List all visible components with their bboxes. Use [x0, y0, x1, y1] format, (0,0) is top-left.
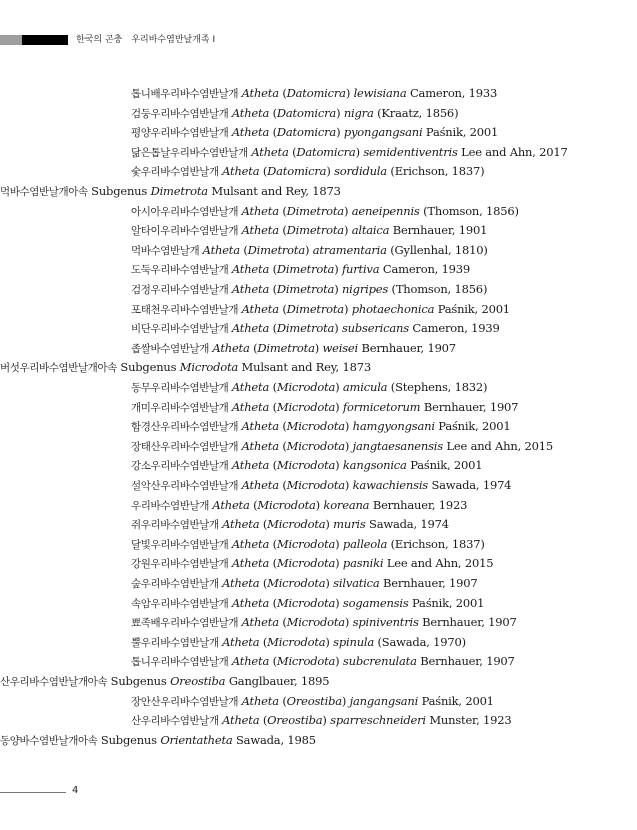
header-black-bar: [22, 35, 68, 45]
genus-name: Atheta: [222, 517, 260, 532]
species-epithet: formicetorum: [342, 399, 421, 414]
species-epithet: spinula: [333, 634, 375, 649]
korean-name: 톱니우리바수염반날개: [131, 656, 229, 669]
subgenus-name: Datomicra: [276, 105, 337, 120]
author-citation: Ganglbauer, 1895: [228, 674, 330, 688]
subgenus-name: Microdota: [276, 399, 336, 414]
subgenus-name: Microdota: [286, 438, 345, 453]
subgenus-name: Microdota: [276, 556, 336, 571]
species-entry: 아시아우리바수염반날개 Atheta (Dimetrota) aeneipennis (Thomson, 1856): [131, 203, 519, 218]
korean-name: 평양우리바수염반날개: [131, 127, 229, 140]
genus-name: Atheta: [231, 595, 270, 610]
species-entry: 속암우리바수염반날개 Atheta (Microdota) sogamensis Paśnik, 2001: [131, 595, 485, 610]
species-epithet: nigra: [343, 105, 374, 120]
subgenus-name: Microdota: [267, 576, 326, 590]
genus-name: Atheta: [222, 576, 260, 590]
species-entry: 비단우리바수염반날개 Atheta (Dimetrota) subsericans Cameron, 1939: [131, 321, 500, 336]
species-epithet: sparreschneideri: [330, 713, 426, 728]
author-citation: Erichson, 1837: [394, 164, 481, 179]
subgenus-name: Microdota: [276, 458, 336, 473]
korean-name: 먹바수염반날개아속: [0, 186, 88, 198]
species-epithet: lewisiana: [353, 86, 407, 100]
subgenus-prefix: Subgenus: [120, 360, 177, 375]
subgenus-name: Datomicra: [267, 164, 327, 179]
species-entry: 평양우리바수염반날개 Atheta (Datomicra) pyongangsani Paśnik, 2001: [131, 125, 499, 140]
genus-name: Atheta: [231, 380, 270, 394]
species-entry: 좁쌀바수염반날개 Atheta (Dimetrota) weisei Bernhauer, 1907: [131, 340, 456, 355]
species-epithet: aeneipennis: [351, 203, 420, 218]
author-citation: Mulsant and Rey, 1873: [211, 184, 341, 198]
author-citation: Paśnik, 2001: [438, 419, 511, 434]
author-citation: Gyllenhal, 1810: [394, 242, 484, 257]
subgenus-name: Oreostiba: [267, 713, 323, 728]
subgenus-name: Microdota: [276, 595, 336, 610]
genus-name: Atheta: [231, 321, 270, 336]
korean-name: 알타이우리바수염반날개: [131, 225, 239, 238]
subgenus-name: Microdota: [179, 360, 239, 375]
species-epithet: spiniventris: [352, 615, 419, 630]
species-epithet: sordidula: [334, 164, 387, 179]
author-citation: Kraatz, 1856: [381, 105, 455, 120]
korean-name: 동무우리바수염반날개: [131, 382, 229, 394]
species-entry: 포태천우리바수염반날개 Atheta (Dimetrota) photaechonica Paśnik, 2001: [131, 301, 510, 316]
author-citation: Bernhauer, 1907: [422, 615, 517, 630]
header-gray-bar: [0, 35, 22, 45]
subgenus-name: Microdota: [286, 615, 345, 630]
species-entry: 달빛우리바수염반날개 Atheta (Microdota) palleola (Erichson, 1837): [131, 536, 485, 551]
species-entry: 검정우리바수염반날개 Atheta (Dimetrota) nigripes (Thomson, 1856): [131, 282, 488, 296]
korean-name: 도둑우리바수염반날개: [131, 264, 229, 277]
species-entry: 함경산우리바수염반날개 Atheta (Microdota) hamgyongsani Paśnik, 2001: [131, 419, 511, 434]
korean-name: 숯우리바수염반날개: [131, 166, 219, 179]
species-entry: 개미우리바수염반날개 Atheta (Microdota) formicetorum Bernhauer, 1907: [131, 399, 519, 414]
genus-name: Atheta: [202, 242, 240, 257]
subgenus-name: Dimetrota: [286, 223, 344, 238]
genus-name: Atheta: [231, 262, 270, 277]
species-epithet: jangtaesanensis: [352, 438, 443, 453]
species-entry: 강소우리바수염반날개 Atheta (Microdota) kangsonica Paśnik, 2001: [131, 458, 483, 473]
genus-name: Atheta: [241, 223, 279, 238]
korean-name: 달빛우리바수염반날개: [131, 538, 229, 551]
species-entry: 먹바수염반날개 Atheta (Dimetrota) atramentaria (Gyllenhal, 1810): [131, 242, 488, 257]
genus-name: Atheta: [241, 419, 279, 434]
subgenus-name: Microdota: [286, 478, 345, 492]
subgenus-name: Microdota: [267, 517, 326, 532]
korean-name: 검둥우리바수염반날개: [131, 107, 229, 120]
author-citation: Lee and Ahn, 2015: [386, 556, 494, 571]
author-citation: Sawada, 1970: [381, 634, 462, 649]
subgenus-name: Dimetrota: [276, 282, 335, 296]
subgenus-name: Dimetrota: [276, 321, 335, 336]
species-entry: 뿔우리바수염반날개 Atheta (Microdota) spinula (Sawada, 1970): [131, 634, 466, 649]
korean-name: 좁쌀바수염반날개: [131, 342, 209, 355]
genus-name: Atheta: [222, 713, 260, 728]
subgenus-prefix: Subgenus: [91, 184, 148, 198]
subgenus-name: Dimetrota: [286, 301, 344, 316]
species-epithet: subsericans: [341, 321, 409, 336]
subgenus-name: Dimetrota: [276, 262, 335, 277]
author-citation: Bernhauer, 1907: [383, 576, 478, 590]
author-citation: Bernhauer, 1907: [423, 399, 519, 414]
species-epithet: muris: [333, 517, 366, 532]
subgenus-heading: [0, 674, 329, 689]
genus-name: Atheta: [231, 536, 270, 551]
korean-name: 속암우리바수염반날개: [131, 597, 229, 610]
korean-name: 함경산우리바수염반날개: [131, 421, 239, 434]
subgenus-heading: [0, 184, 341, 199]
subgenus-name: Oreostiba: [286, 693, 342, 708]
genus-name: Atheta: [212, 497, 250, 512]
subgenus-name: Microdota: [276, 536, 336, 551]
author-citation: Sawada, 1974: [369, 517, 449, 532]
korean-name: 뿔우리바수염반날개: [131, 636, 219, 649]
species-epithet: pyongangsani: [343, 125, 423, 140]
subgenus-name: Dimetrota: [247, 242, 305, 257]
species-epithet: amicula: [342, 380, 388, 394]
genus-name: Atheta: [222, 164, 260, 179]
author-citation: Bernhauer, 1901: [392, 223, 488, 238]
subgenus-name: Orientatheta: [160, 732, 233, 747]
korean-name: 개미우리바수염반날개: [131, 401, 229, 414]
korean-name: 쥐우리바수염반날개: [131, 519, 219, 532]
subgenus-prefix: Subgenus: [100, 732, 157, 747]
author-citation: Paśnik, 2001: [410, 458, 483, 473]
subgenus-name: Dimetrota: [257, 340, 315, 355]
genus-name: Atheta: [231, 105, 270, 120]
author-citation: Paśnik, 2001: [412, 595, 485, 610]
species-entry: 알타이우리바수염반날개 Atheta (Dimetrota) altaica Bernhauer, 1901: [131, 223, 488, 238]
author-citation: Cameron, 1939: [412, 321, 500, 336]
genus-name: Atheta: [231, 282, 270, 296]
genus-name: Atheta: [241, 478, 279, 492]
korean-name: 닮은톱날우리바수염반날개: [131, 146, 248, 159]
species-epithet: photaechonica: [351, 301, 435, 316]
korean-name: 숲우리바수염반날개: [131, 578, 219, 590]
volume-title: 우리바수염반날개족 I: [131, 35, 216, 45]
genus-name: Atheta: [241, 693, 279, 708]
korean-name: 비단우리바수염반날개: [131, 323, 229, 336]
genus-name: Atheta: [231, 556, 270, 571]
genus-name: Atheta: [222, 634, 260, 649]
species-epithet: kawachiensis: [352, 478, 428, 492]
korean-name: 톱니배우리바수염반날개: [131, 88, 239, 100]
genus-name: Atheta: [231, 399, 270, 414]
species-entry: 장안산우리바수염반날개 Atheta (Oreostiba) jangangsani Paśnik, 2001: [131, 693, 494, 708]
korean-name: 먹바수염반날개: [131, 244, 200, 257]
species-epithet: koreana: [323, 497, 370, 512]
species-epithet: silvatica: [333, 576, 380, 590]
species-epithet: jangangsani: [349, 693, 419, 708]
book-title: 한국의 곤충: [76, 35, 123, 45]
species-epithet: pasniki: [342, 556, 384, 571]
genus-name: Atheta: [241, 301, 279, 316]
genus-name: Atheta: [212, 340, 250, 355]
author-citation: Paśnik, 2001: [437, 301, 510, 316]
subgenus-name: Dimetrota: [150, 184, 208, 198]
species-entry: 숲우리바수염반날개 Atheta (Microdota) silvatica Bernhauer, 1907: [131, 576, 478, 590]
subgenus-name: Datomicra: [276, 125, 337, 140]
author-citation: Munster, 1923: [429, 713, 512, 728]
subgenus-name: Microdota: [257, 497, 316, 512]
species-epithet: palleola: [342, 536, 388, 551]
korean-name: 강소우리바수염반날개: [131, 460, 229, 473]
species-entry: 쥐우리바수염반날개 Atheta (Microdota) muris Sawada, 1974: [131, 517, 449, 532]
species-entry: 설악산우리바수염반날개 Atheta (Microdota) kawachiensis Sawada, 1974: [131, 478, 512, 492]
subgenus-name: Microdota: [267, 634, 326, 649]
author-citation: Thomson, 1856: [395, 282, 483, 296]
author-citation: Paśnik, 2001: [421, 693, 494, 708]
species-epithet: furtiva: [341, 262, 380, 277]
species-epithet: kangsonica: [342, 458, 407, 473]
species-entry: 숯우리바수염반날개 Atheta (Datomicra) sordidula (Erichson, 1837): [131, 164, 485, 179]
subgenus-name: Microdota: [276, 380, 336, 394]
species-epithet: altaica: [351, 223, 390, 238]
genus-name: Atheta: [241, 438, 279, 453]
subgenus-name: Dimetrota: [286, 203, 344, 218]
korean-name: 장태산우리바수염반날개: [131, 440, 239, 453]
author-citation: Sawada, 1974: [431, 478, 512, 492]
species-entry: 검둥우리바수염반날개 Atheta (Datomicra) nigra (Kraatz, 1856): [131, 105, 459, 120]
korean-name: 아시아우리바수염반날개: [131, 205, 239, 218]
species-entry: 톱니배우리바수염반날개 Atheta (Datomicra) lewisiana Cameron, 1933: [131, 86, 498, 100]
page-number: 4: [72, 785, 79, 796]
author-citation: Bernhauer, 1923: [372, 497, 468, 512]
author-citation: Mulsant and Rey, 1873: [241, 360, 371, 375]
species-epithet: nigripes: [341, 282, 389, 296]
running-header: [76, 34, 215, 46]
species-epithet: hamgyongsani: [352, 419, 435, 434]
korean-name: 장안산우리바수염반날개: [131, 695, 239, 708]
author-citation: Cameron, 1939: [382, 262, 471, 277]
author-citation: Cameron, 1933: [409, 86, 498, 100]
korean-name: 산우리바수염반날개아속: [0, 676, 108, 688]
author-citation: Lee and Ahn, 2017: [461, 144, 568, 159]
subgenus-heading: [0, 733, 316, 748]
species-entry: 산우리바수염반날개 Atheta (Oreostiba) sparreschneideri Munster, 1923: [131, 713, 512, 728]
korean-name: 우리바수염반날개: [131, 499, 209, 512]
subgenus-name: Oreostiba: [170, 674, 226, 688]
genus-name: Atheta: [231, 125, 270, 140]
genus-name: Atheta: [241, 203, 279, 218]
species-epithet: sogamensis: [342, 595, 409, 610]
species-entry: 장태산우리바수염반날개 Atheta (Microdota) jangtaesanensis Lee and Ahn, 2015: [131, 438, 553, 453]
korean-name: 설악산우리바수염반날개: [131, 480, 239, 492]
species-entry: 동무우리바수염반날개 Atheta (Microdota) amicula (Stephens, 1832): [131, 380, 488, 394]
subgenus-name: Microdota: [276, 654, 336, 669]
korean-name: 동양바수염반날개아속: [0, 734, 98, 747]
author-citation: Thomson, 1856: [427, 203, 515, 218]
korean-name: 검정우리바수염반날개: [131, 284, 229, 296]
korean-name: 강원우리바수염반날개: [131, 558, 229, 571]
species-entry: 우리바수염반날개 Atheta (Microdota) koreana Bernhauer, 1923: [131, 497, 468, 512]
subgenus-name: Datomicra: [286, 86, 346, 100]
korean-name: 버섯우리바수염반날개아속: [0, 362, 117, 375]
species-epithet: semidentiventris: [363, 144, 458, 159]
subgenus-heading: [0, 360, 371, 375]
species-entry: 도둑우리바수염반날개 Atheta (Dimetrota) furtiva Cameron, 1939: [131, 262, 471, 277]
author-citation: Erichson, 1837: [394, 536, 481, 551]
species-entry: 닮은톱날우리바수염반날개 Atheta (Datomicra) semidentiventris Lee and Ahn, 2017: [131, 144, 568, 159]
species-entry: 뾰족배우리바수염반날개 Atheta (Microdota) spiniventris Bernhauer, 1907: [131, 615, 517, 630]
genus-name: Atheta: [231, 654, 270, 669]
author-citation: Bernhauer, 1907: [420, 654, 515, 669]
genus-name: Atheta: [241, 86, 279, 100]
genus-name: Atheta: [251, 144, 289, 159]
genus-name: Atheta: [241, 615, 279, 630]
subgenus-name: Datomicra: [296, 144, 356, 159]
korean-name: 포태천우리바수염반날개: [131, 303, 239, 316]
author-citation: Bernhauer, 1907: [361, 340, 456, 355]
subgenus-name: Microdota: [286, 419, 345, 434]
author-citation: Paśnik, 2001: [425, 125, 499, 140]
species-epithet: subcrenulata: [342, 654, 417, 669]
footer-rule: [0, 792, 66, 793]
subgenus-prefix: Subgenus: [110, 674, 167, 688]
species-entry: 강원우리바수염반날개 Atheta (Microdota) pasniki Lee and Ahn, 2015: [131, 556, 494, 571]
korean-name: 산우리바수염반날개: [131, 715, 219, 728]
author-citation: Stephens, 1832: [395, 380, 484, 394]
species-epithet: atramentaria: [312, 242, 387, 257]
genus-name: Atheta: [231, 458, 270, 473]
species-epithet: weisei: [322, 340, 358, 355]
species-entry: 톱니우리바수염반날개 Atheta (Microdota) subcrenulata Bernhauer, 1907: [131, 654, 515, 669]
author-citation: Sawada, 1985: [236, 732, 316, 747]
author-citation: Lee and Ahn, 2015: [446, 438, 553, 453]
korean-name: 뾰족배우리바수염반날개: [131, 617, 239, 630]
